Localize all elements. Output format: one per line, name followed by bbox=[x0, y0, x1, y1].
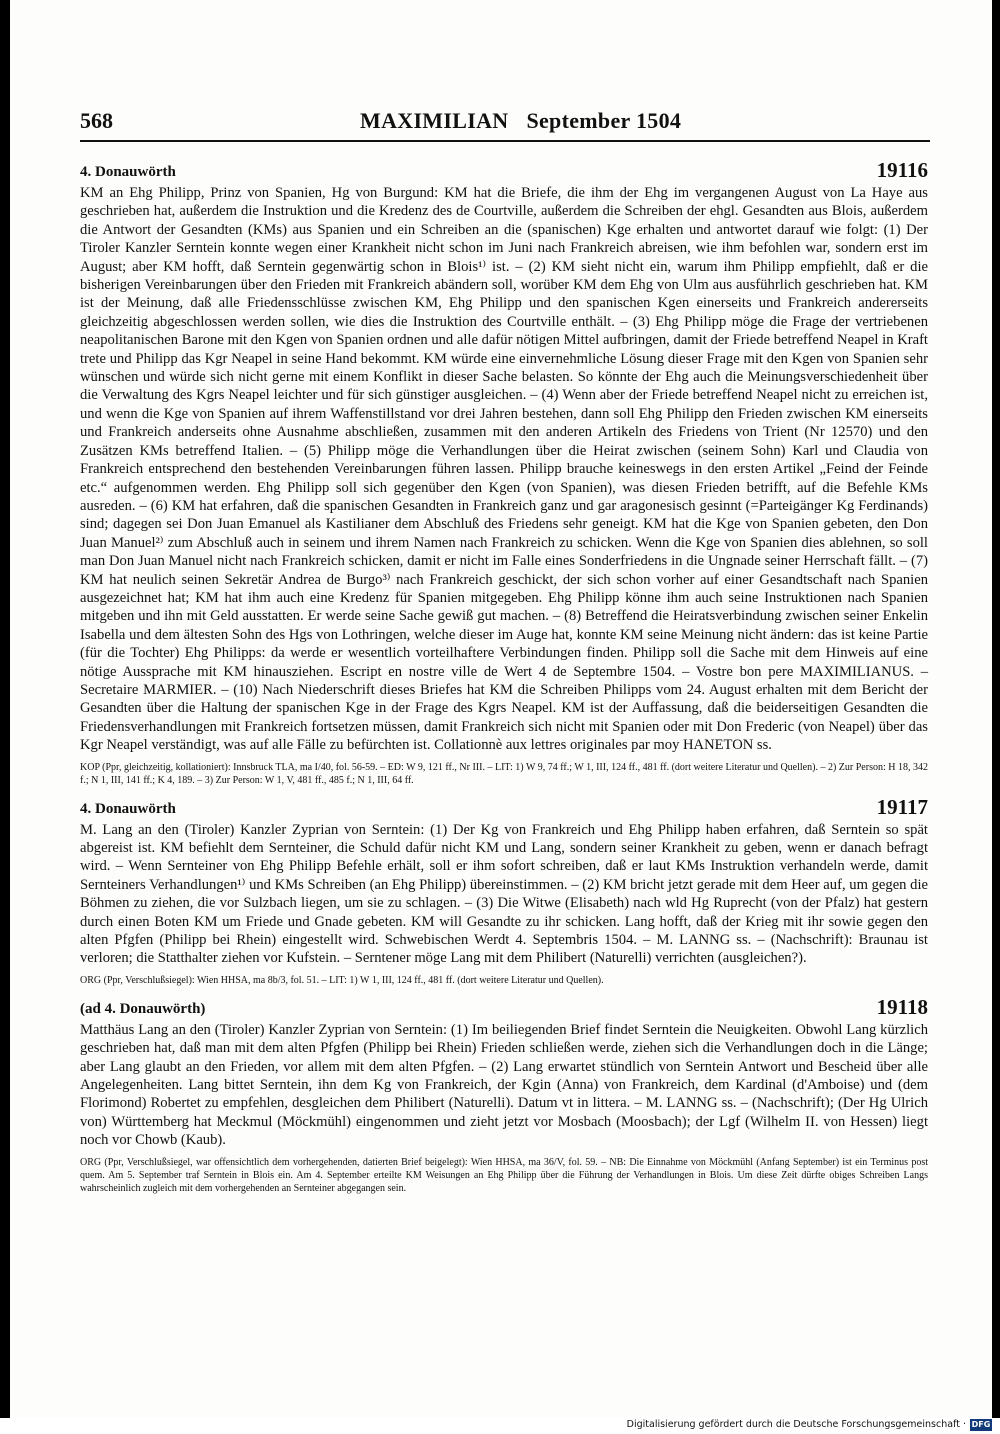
entry-place: (ad 4. Donauwörth) bbox=[80, 1000, 206, 1017]
entry-number: 19117 bbox=[876, 794, 928, 819]
header-date: September 1504 bbox=[526, 108, 682, 133]
entry-heading bbox=[80, 794, 928, 821]
entry-text: Matthäus Lang an den (Tiroler) Kanzler Zyprian von Serntein: (1) Im beiliegenden Brief findet Serntein die Neuigkeiten. Obwohl Lang kürzlich geschrieben hat, daß man mit dem alten Pfgfen (Philipp bei Rhein) Frieden schließen werde, ziehen sich die Verhandlungen doch in die Länge; aber Lang glaubt an den Frieden, vor allem mit dem alten Pfgfen. – (2) Lang erwartet stündlich von Serntein Antwort und Bescheid über alle Angelegenheiten. Lang bittet Serntein, ihn dem Kg von Frankreich, der Kgin (Anna) von Frankreich, dem Kardinal (d'Amboise) und (dem Florimond) Robertet zu empfehlen, desgleichen dem Philibert (Naturelli). Datum vt in littera. – M. LANNG ss. – (Nachschrift); (Der Hg Ulrich von) Württemberg hat Meckmul (Möckmühl) eingenommen und zieht jetzt vor Mosbach (Moosbach); der Lgf (Wilhelm II. von Hessen) liegt noch vor Chowb (Kaub). bbox=[80, 1021, 928, 1149]
dfg-logo: DFG bbox=[971, 1420, 991, 1429]
entry-place: 4. Donauwörth bbox=[80, 800, 176, 817]
entry-heading bbox=[80, 160, 928, 184]
document-page bbox=[10, 0, 992, 1418]
header-title: MAXIMILIAN bbox=[360, 108, 509, 133]
entry-source-note: ORG (Ppr, Verschlußsiegel): Wien HHSA, ma 8b/3, fol. 51. – LIT: 1) W 1, III, 124 ff., 481 ff. (dort weitere Literatur und Quellen). bbox=[80, 974, 604, 986]
page-number: 568 bbox=[80, 108, 113, 133]
entry-number: 19118 bbox=[876, 994, 928, 1019]
footer-credit: Digitalisierung gefördert durch die Deutsche Forschungsgemeinschaft · bbox=[626, 1419, 966, 1430]
running-title bbox=[360, 108, 681, 134]
running-header bbox=[80, 108, 930, 142]
main-content bbox=[80, 160, 928, 1205]
entry-19116 bbox=[80, 160, 928, 787]
entry-text: KM an Ehg Philipp, Prinz von Spanien, Hg von Burgund: KM hat die Briefe, die ihm der Ehg im vergangenen August von La Haye aus geschrieben hat, außerdem die Instruktion und die Kredenz des de Courtville, außerdem die Schreiben der ehgl. Gesandten aus Blois, außerdem die Antwort der Gesandten (KMs) aus Spanien und ein Schreiben an die (spanischen) Kge erhalten und antwortet darauf wie folgt: (1) Der Tiroler Kanzler Serntein konnte wegen einer Krankheit nicht schon im Juni nach Frankreich abreisen, wie ihm befohlen war, sondern erst im August; aber KM hofft, daß Serntein gegenwärtig schon in Blois¹⁾ ist. – (2) KM sieht nicht ein, warum ihm Philipp empfiehlt, daß er die bisherigen Vereinbarungen über den Frieden mit Frankreich abändern soll, worüber KM dem Ehg von Ulm aus ausführlich geschrieben hat. KM ist der Meinung, daß alle Friedensschlüsse zwischen KM, Ehg Philipp und den spanischen Kgen einerseits und Frankreich andererseits gleichzeitig abgeschlossen werden sollen, wie dies die Instruktion des Courtville enthält. – (3) Ehg Philipp möge die Frage der vertriebenen neapolitanischen Barone mit den Kgen von Spanien ordnen und alle dafür nötigen Mittel aufbringen, damit der Friede betreffend Neapel in Kraft trete und Philipp das Kgr Neapel in seine Hand bekommt. KM würde eine einvernehmliche Lösung dieser Frage mit den Kgen von Spanien sehr wünschen und würde sich nicht gerne mit einem Konflikt in dieser Sache belasten. So könnte der Ehg auch die Meinungsverschiedenheit über die Verwaltung des Kgrs Neapel leichter und für sich günstiger ausgleichen. – (4) Wenn aber der Friede betreffend Neapel nicht zu erreichen ist, und wenn die Kge von Spanien auf ihrem Waffenstillstand vor drei Jahren bestehen, dann soll Ehg Philipp den Frieden zwischen KM einerseits und Frankreich anderseits ohne Ausnahme abschließen, zusammen mit den anderen Artikeln des Friedens von Trient (Nr 12570) und den Zusätzen KMs betreffend Italien. – (5) Philipp möge die Verhandlungen über die Heirat zwischen (seinem Sohn) Karl und Claudia von Frankreich entsprechend den bestehenden Vereinbarungen führen lassen. Philipp brauche keineswegs in den ersten Artikel „Feind der Feinde etc.“ aufgenommen werden. Ehg Philipp soll sich gegenüber den Kgen (von Spanien), was diesen Frieden betrifft, auf die Befehle KMs ausreden. – (6) KM hat erfahren, daß die spanischen Gesandten in Frankreich ganz und gar aragonesisch gesinnt (=Parteigänger Kg Ferdinands) sind; dagegen sei Don Juan Emanuel als Kastilianer dem Abschluß des Friedens sehr geneigt. KM hat die Kge von Spanien gebeten, den Don Juan Manuel²⁾ zum Abschluß auch in seinem und ihrem Namen nach Frankreich zu schicken. Wenn die Kge von Spanien dies ablehnen, so soll man Don Juan Manuel nicht nach Frankreich schicken, damit er nicht im Falle eines Sonderfriedens in die Ungnade seiner Herrschaft fällt. – (7) KM hat neulich seinen Sekretär Andrea de Burgo³⁾ nach Frankreich geschickt, der sich schon vorher auf einer Gesandtschaft nach Spanien ausgezeichnet hat; KM hat ihm auch eine Kredenz für Spanien mitgegeben. Ehg Philipp könne ihm auch seine Instruktionen nach Spanien mitgeben und ihn mit Geld ausstatten. Er werde seine Sache gewiß gut machen. – (8) Betreffend die Heiratsverbindung zwischen seiner Enkelin Isabella und dem ältesten Sohn des Hgs von Lothringen, welche dieser im Auge hat, konnte KM seine Meinung nicht ändern: das ist keine Partie (für die Tochter) Ehg Philipps: da werde er wesentlich vorteilhaftere Verbindungen finden. Philipp soll die Sache mit dem Hinweis auf eine nötige Aussprache mit KM hinausziehen. Escript en nostre ville de Wert 4 de Septembre 1504. – Vostre bon pere MAXIMILIANUS. – Secretaire MARMIER. – (10) Nach Niederschrift dieses Briefes hat KM die Schreiben Philipps vom 24. August erhalten mit dem Bericht der Gesandten über die Haltung der spanischen Kge in der Frage des Kgrs Neapel. KM ist der Auffassung, daß die beiderseitigen Gesandten die Friedensverhandlungen mit Frankreich fortsetzen müssen, damit Frankreich sich nicht mit Spanien oder mit Don Frederic (von Neapel) über das Kgr Neapel verständigt, was auf alle Fälle zu befürchten ist. Collationnè aux lettres originales par moy HANETON ss. bbox=[80, 185, 928, 754]
entry-text: M. Lang an den (Tiroler) Kanzler Zyprian von Serntein: (1) Der Kg von Frankreich und Ehg Philipp haben erfahren, daß Serntein so spät abgereist ist. KM befiehlt dem Sernteiner, die Schuld dafür nicht KM und Lang, sondern seiner Krankheit zu geben, wenn er danach befragt wird. – Wenn Sernteiner von Ehg Philipp Befehle erhält, soll er ihm sofort schreiben, daß er laut KMs Instruktion verhandeln werde, damit Sernteiners Verhandlungen¹⁾ und KMs Schreiben (an Ehg Philipp) übereinstimmen. – (2) KM bricht jetzt gerade mit dem Heer auf, um gegen die Böhmen zu ziehen, die vor Sulzbach liegen, um sie zu schlagen. – (3) Die Witwe (Elisabeth) nach wld Hg Ruprecht (von der Pfalz) hat gestern durch einen Boten KM um Friede und Gnade gebeten. KM will Gesandte zu ihr schicken. Lang hofft, daß der Krieg mit ihr sowie gegen den alten Pfgfen (Philipp bei Rhein) eingestellt wird. Schwebischen Werdt 4. Septembris 1504. – M. LANNG ss. – (Nachschrift): Braunau ist verloren; die Statthalter ziehen vor Kufstein. – Serntener möge Lang mit dem Philibert (Naturelli) verrichten (ausgleichen?). bbox=[80, 821, 928, 967]
entry-place: 4. Donauwörth bbox=[80, 164, 176, 180]
entry-19118 bbox=[80, 994, 928, 1195]
entry-19117 bbox=[80, 794, 928, 987]
entry-number: 19116 bbox=[876, 158, 928, 182]
entry-heading bbox=[80, 994, 928, 1021]
entry-source-note: KOP (Ppr, gleichzeitig, kollationiert): Innsbruck TLA, ma I/40, fol. 56-59. – ED: W 9, 121 ff., Nr III. – LIT: 1) W 9, 74 ff.; W 1, III, 124 ff., 481 ff. (dort weitere Literatur und Quellen). – 2) Zur Person: H 18, 342 f.; N 1, III, 141 ff.; K 4, 189. – 3) Zur Person: W 1, V, 481 ff., 485 f.; N 1, III, 64 ff. bbox=[80, 761, 928, 786]
entry-source-note: ORG (Ppr, Verschlußsiegel, war offensichtlich dem vorhergehenden, datierten Brief beigelegt): Wien HHSA, ma 36/V, fol. 59. – NB: Die Einnahme von Möckmühl (Anfang September) ist ein Terminus post quem. Am 5. September traf Serntein in Blois ein. Am 4. September erteilte KM Weisungen an Ehg Philipp über die Führung der Verhandlungen in Blois. Um diese Zeit dürfte obiges Schreiben Langs wahrscheinlich zugleich mit dem vorhergehenden an Sernteiner abgegangen sein. bbox=[80, 1156, 928, 1194]
